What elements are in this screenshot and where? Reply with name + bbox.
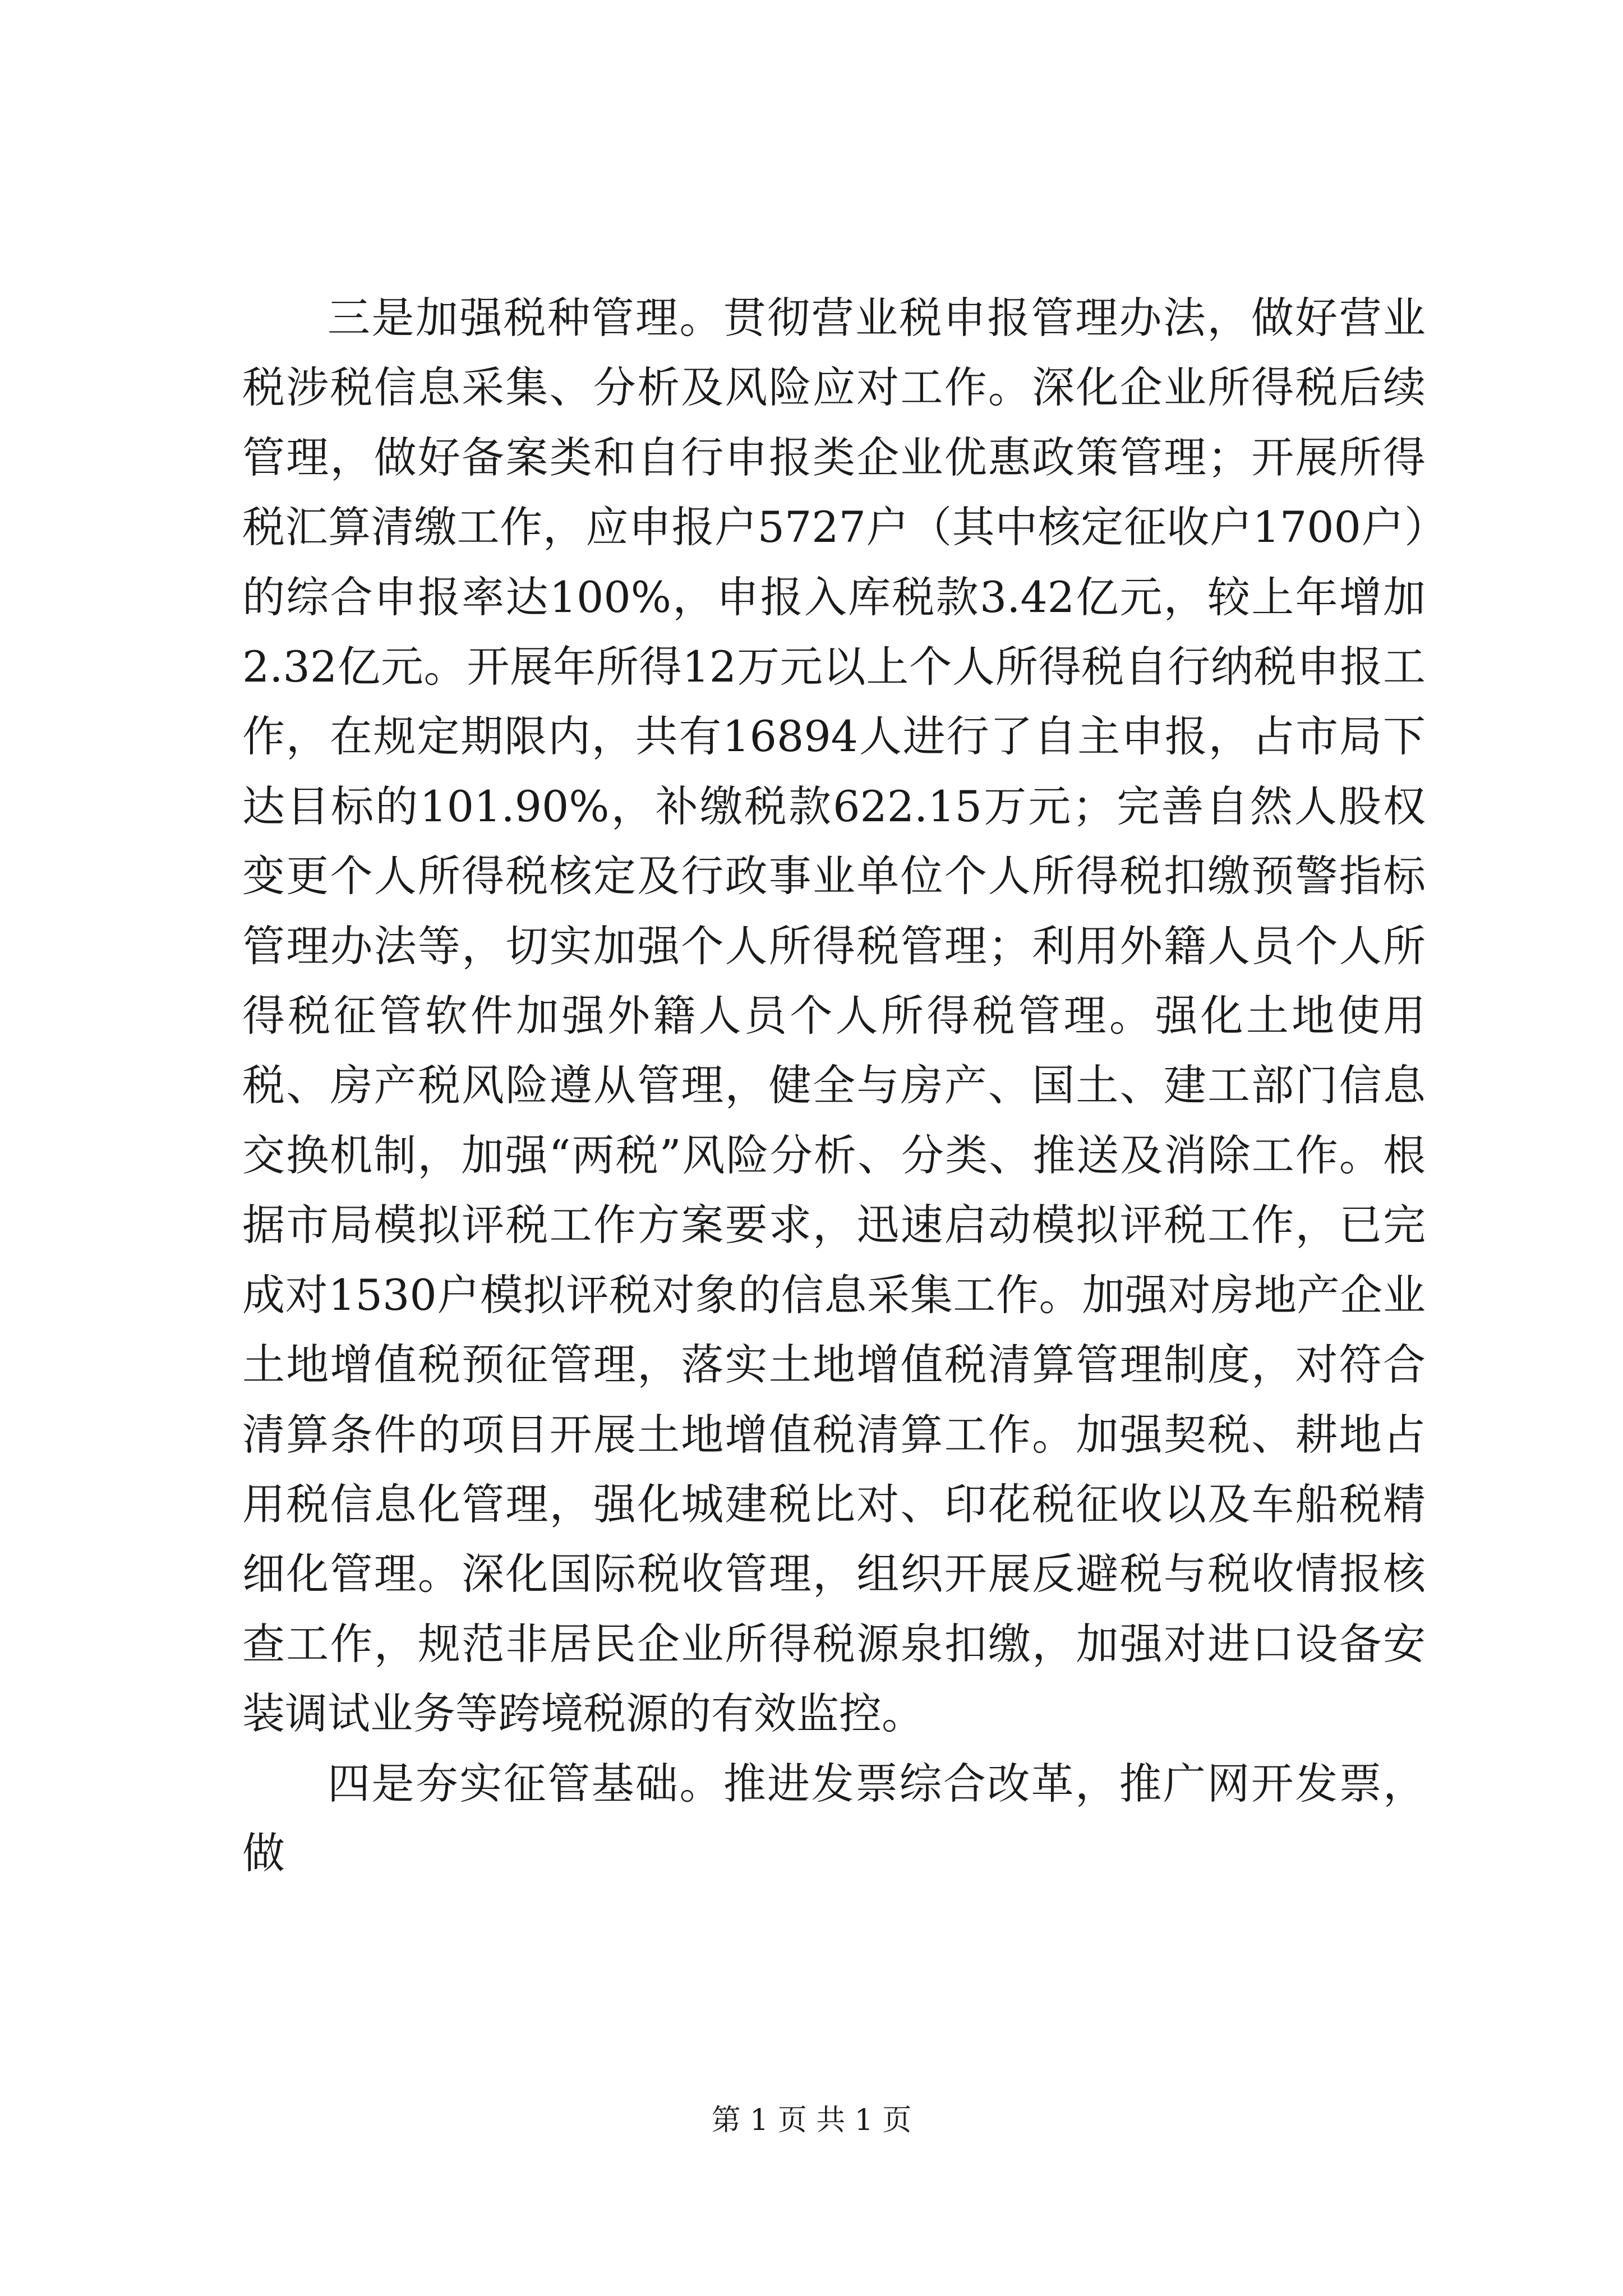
page-footer: 第 1 页 共 1 页 (711, 2104, 912, 2137)
document-body (242, 283, 1426, 1888)
paragraph-tax-management: 三是加强税种管理。贯彻营业税申报管理办法，做好营业税涉税信息采集、分析及风险应对工作。深化企业所得税后续管理，做好备案类和自行申报类企业优惠政策管理；开展所得税汇算清缴工作，应申报户5727户（其中核定征收户1700户）的综合申报率达100%，申报入库税款3.42亿元，较上年增加2.32亿元。开展年所得12万元以上个人所得税自行纳税申报工作，在规定期限内，共有16894人进行了自主申报，占市局下达目标的101.90%，补缴税款622.15万元；完善自然人股权变更个人所得税核定及行政事业单位个人所得税扣缴预警指标管理办法等，切实加强个人所得税管理；利用外籍人员个人所得税征管软件加强外籍人员个人所得税管理。强化土地使用税、房产税风险遵从管理，健全与房产、国土、建工部门信息交换机制，加强“两税”风险分析、分类、推送及消除工作。根据市局模拟评税工作方案要求，迅速启动模拟评税工作，已完成对1530户模拟评税对象的信息采集工作。加强对房地产企业土地增值税预征管理，落实土地增值税清算管理制度，对符合清算条件的项目开展土地增值税清算工作。加强契税、耕地占用税信息化管理，强化城建税比对、印花税征收以及车船税精细化管理。深化国际税收管理，组织开展反避税与税收情报核查工作，规范非居民企业所得税源泉扣缴，加强对进口设备安装调试业务等跨境税源的有效监控。 (242, 293, 1426, 1739)
paragraph-collection-foundation: 四是夯实征管基础。推进发票综合改革，推广网开发票，做 (242, 1758, 1426, 1878)
